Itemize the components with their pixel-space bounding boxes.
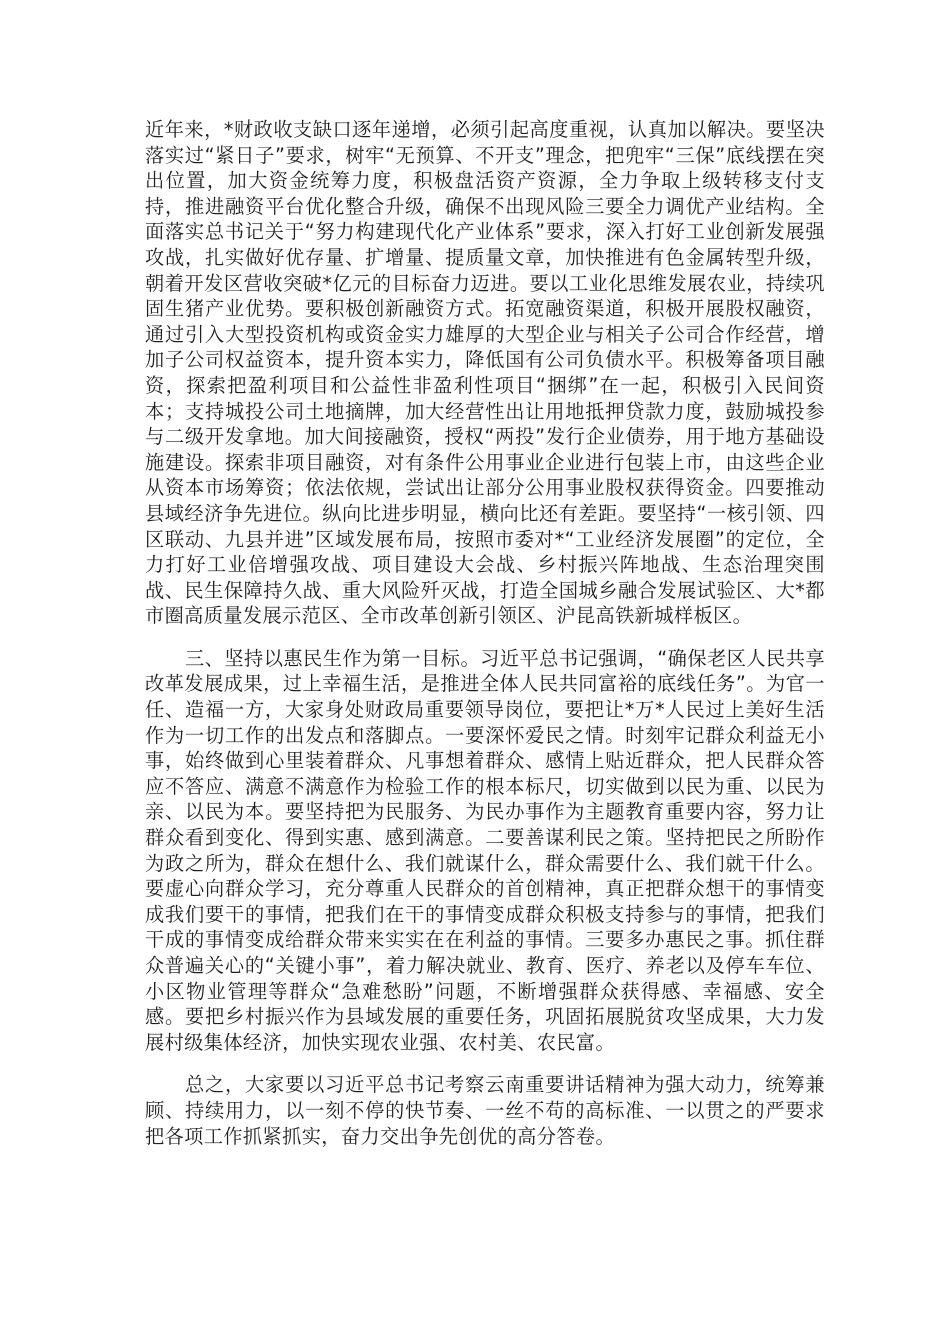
paragraph-continuation: 近年来，*财政收支缺口逐年递增，必须引起高度重视，认真加以解决。要坚决落实过“紧日子”要求，树牢“无预算、不开支”理念，把兜牢“三保”底线摆在突出位置，加大资金统筹力度，积极盘活资产资源，全力争取上级转移支付支持，推进融资平台优化整合升级，确保不出现风险三要全力调优产业结构。全面落实总书记关于“努力构建现代化产业体系”要求，深入打好工业创新发展强攻战，扎实做好优存量、扩增量、提质量文章，加快推进有色金属转型升级，朝着开发区营收突破*亿元的目标奋力迈进。要以工业化思维发展农业，持续巩固生猪产业优势。要积极创新融资方式。拓宽融资渠道，积极开展股权融资，通过引入大型投资机构或资金实力雄厚的大型企业与相关子公司合作经营，增加子公司权益资本，提升资本实力，降低国有公司负债水平。积极筹备项目融资，探索把盈利项目和公益性非盈利性项目“捆绑”在一起，积极引入民间资本；支持城投公司土地摘牌，加大经营性出让用地抵押贷款力度，鼓励城投参与二级开发拿地。加大间接融资，授权“两投”发行企业债券，用于地方基础设施建设。探索非项目融资，对有条件公用事业企业进行包装上市，由这些企业从资本市场筹资；依法依规，尝试出让部分公用事业股权获得资金。四要推动县域经济争先进位。纵向比进步明显，横向比还有差距。要坚持“一核引领、四区联动、九县并进”区域发展布局，按照市委对*“工业经济发展圈”的定位，全力打好工业倍增强攻战、项目建设大会战、乡村振兴阵地战、生态治理突围战、民生保障持久战、重大风险歼灭战，打造全国城乡融合发展试验区、大*都市圈高质量发展示范区、全市改革创新引领区、沪昆高铁新城样板区。	[145, 118, 825, 628]
paragraph-conclusion: 总之，大家要以习近平总书记考察云南重要讲话精神为强大动力，统筹兼顾、持续用力，以一刻不停的快节奏、一丝不苟的高标准、一以贯之的严要求把各项工作抓紧抓实，奋力交出争先创优的高分答卷。	[145, 1073, 825, 1148]
paragraph-section-three: 三、坚持以惠民生作为第一目标。习近平总书记强调，“确保老区人民共享改革发展成果，过上幸福生活，是推进全体人民共同富裕的底线任务”。为官一任、造福一方，大家身处财政局重要领导岗位，要把让*万*人民过上美好生活作为一切工作的出发点和落脚点。一要深怀爱民之情。时刻牢记群众利益无小事，始终做到心里装着群众、凡事想着群众、感情上贴近群众，把人民群众答应不答应、满意不满意作为检验工作的根本标尺，切实做到以民为重、以民为亲、以民为本。要坚持把为民服务、为民办事作为主题教育重要内容，努力让群众看到变化、得到实惠、感到满意。二要善谋利民之策。坚持把民之所盼作为政之所为，群众在想什么、我们就谋什么，群众需要什么、我们就干什么。要虚心向群众学习，充分尊重人民群众的首创精神，真正把群众想干的事情变成我们要干的事情，把我们在干的事情变成群众积极支持参与的事情，把我们干成的事情变成给群众带来实实在在利益的事情。三要多办惠民之事。抓住群众普遍关心的“关键小事”，着力解决就业、教育、医疗、养老以及停车车位、小区物业管理等群众“急难愁盼”问题，不断增强群众获得感、幸福感、安全感。要把乡村振兴作为县域发展的重要任务，巩固拓展脱贫攻坚成果，大力发展村级集体经济，加快实现农业强、农村美、农民富。	[145, 646, 825, 1054]
document-page	[145, 117, 825, 1149]
